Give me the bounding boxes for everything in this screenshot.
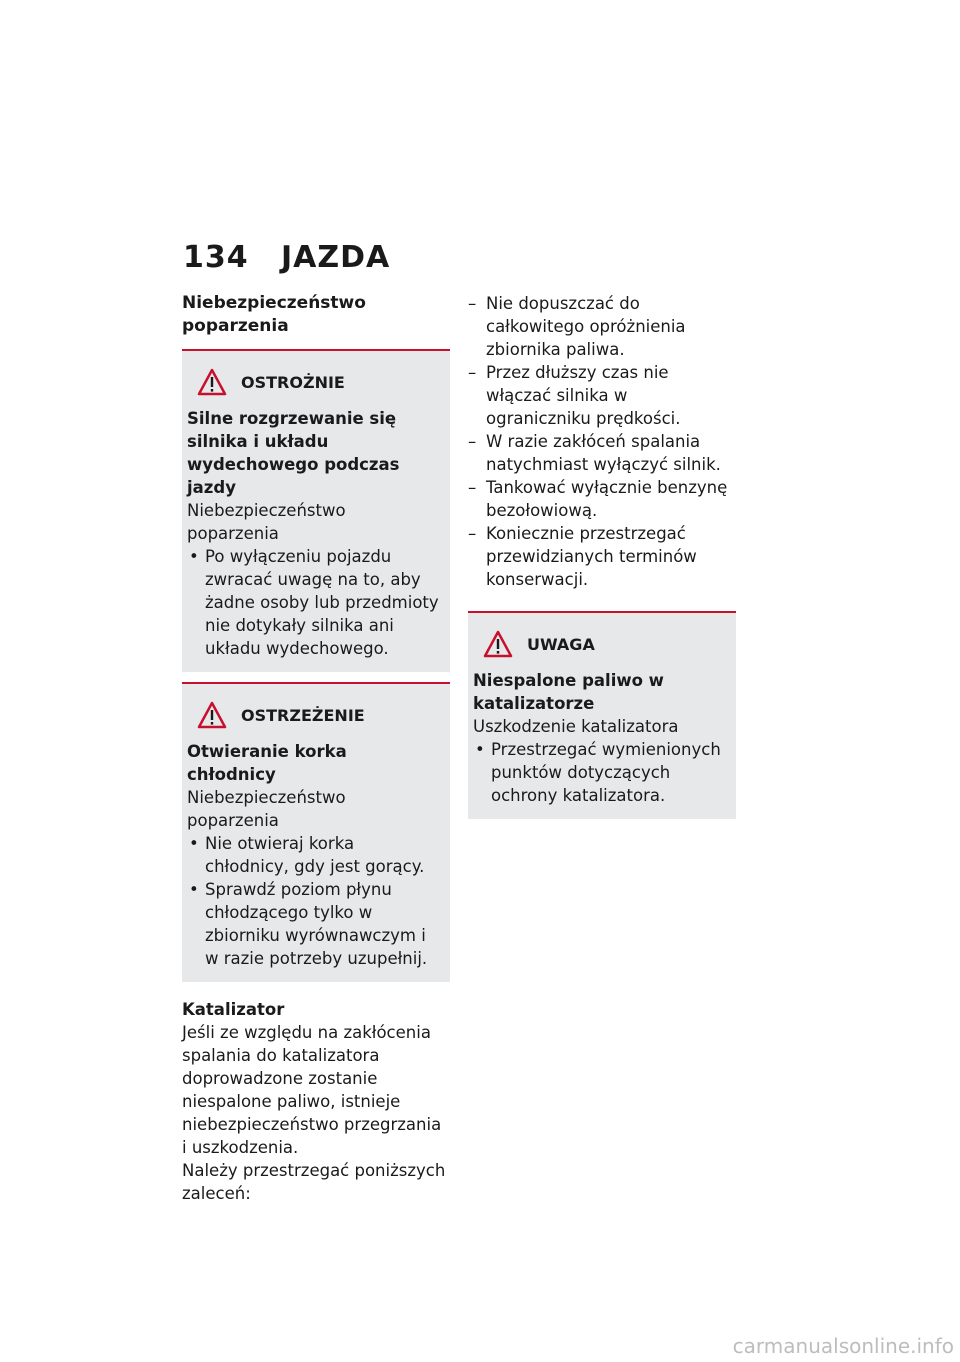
notice-title: Niespalone paliwo w katalizatorze <box>473 671 664 713</box>
warning-triangle-icon <box>197 701 227 729</box>
chapter-title: JAZDA <box>281 240 391 275</box>
warning-label: OSTRZEŻENIE <box>241 705 365 725</box>
warning-box <box>182 682 450 982</box>
warning-triangle-icon <box>197 368 227 396</box>
list-item: – Tankować wyłącznie benzynę bezołowiową. <box>468 476 736 522</box>
notice-header <box>483 627 726 661</box>
warning-bullet: • Sprawdź poziom płynu chłodzącego tylko w zbiorniku wyrównawczym i w razie potrzeby uzupełnij. <box>187 878 440 970</box>
paragraph: Jeśli ze względu na zakłócenia spalania do katalizatora doprowadzone zostanie niespalone paliwo, istnieje niebezpieczeństwo przegrzania i uszkodzenia. <box>182 1023 442 1157</box>
list-item: – Koniecznie przestrzegać przewidzianych terminów konserwacji. <box>468 522 736 591</box>
caution-label: OSTROŻNIE <box>241 372 345 392</box>
notice-label: UWAGA <box>527 634 595 654</box>
watermark: carmanualsonline.info <box>732 1334 954 1358</box>
list-item: – Nie dopuszczać do całkowitego opróżnienia zbiornika paliwa. <box>468 292 736 361</box>
notice-box <box>468 611 736 819</box>
warning-title: Otwieranie korka chłodnicy <box>187 742 347 784</box>
caution-bullet: • Po wyłączeniu pojazdu zwracać uwagę na to, aby żadne osoby lub przedmioty nie dotykały silnika ani układu wydechowego. <box>187 545 440 660</box>
notice-bullet: • Przestrzegać wymienionych punktów dotyczących ochrony katalizatora. <box>473 738 726 807</box>
caution-box <box>182 349 450 672</box>
list-item: – W razie zakłóceń spalania natychmiast wyłączyć silnik. <box>468 430 736 476</box>
warning-header <box>197 698 440 732</box>
warning-subtitle: Niebezpieczeństwo poparzenia <box>187 788 346 830</box>
page-number: 134 <box>183 240 249 275</box>
list-item: – Przez dłuższy czas nie włączać silnika w ograniczniku prędkości. <box>468 361 736 430</box>
caution-header <box>197 365 440 399</box>
intro-title: Niebezpieczeństwo poparzenia <box>182 293 366 336</box>
right-column <box>468 292 736 829</box>
paragraph: Należy przestrzegać poniższych zaleceń: <box>182 1161 446 1203</box>
section-title: Katalizator <box>182 1000 285 1019</box>
caution-subtitle: Niebezpieczeństwo poparzenia <box>187 501 346 543</box>
notice-subtitle: Uszkodzenie katalizatora <box>473 717 679 736</box>
left-column <box>182 292 450 1205</box>
warning-bullet: • Nie otwieraj korka chłodnicy, gdy jest gorący. <box>187 832 440 878</box>
warning-triangle-icon <box>483 630 513 658</box>
dash-list <box>468 292 736 591</box>
page-header <box>183 240 390 275</box>
caution-title: Silne rozgrzewanie się silnika i układu wydechowego podczas jazdy <box>187 409 400 497</box>
